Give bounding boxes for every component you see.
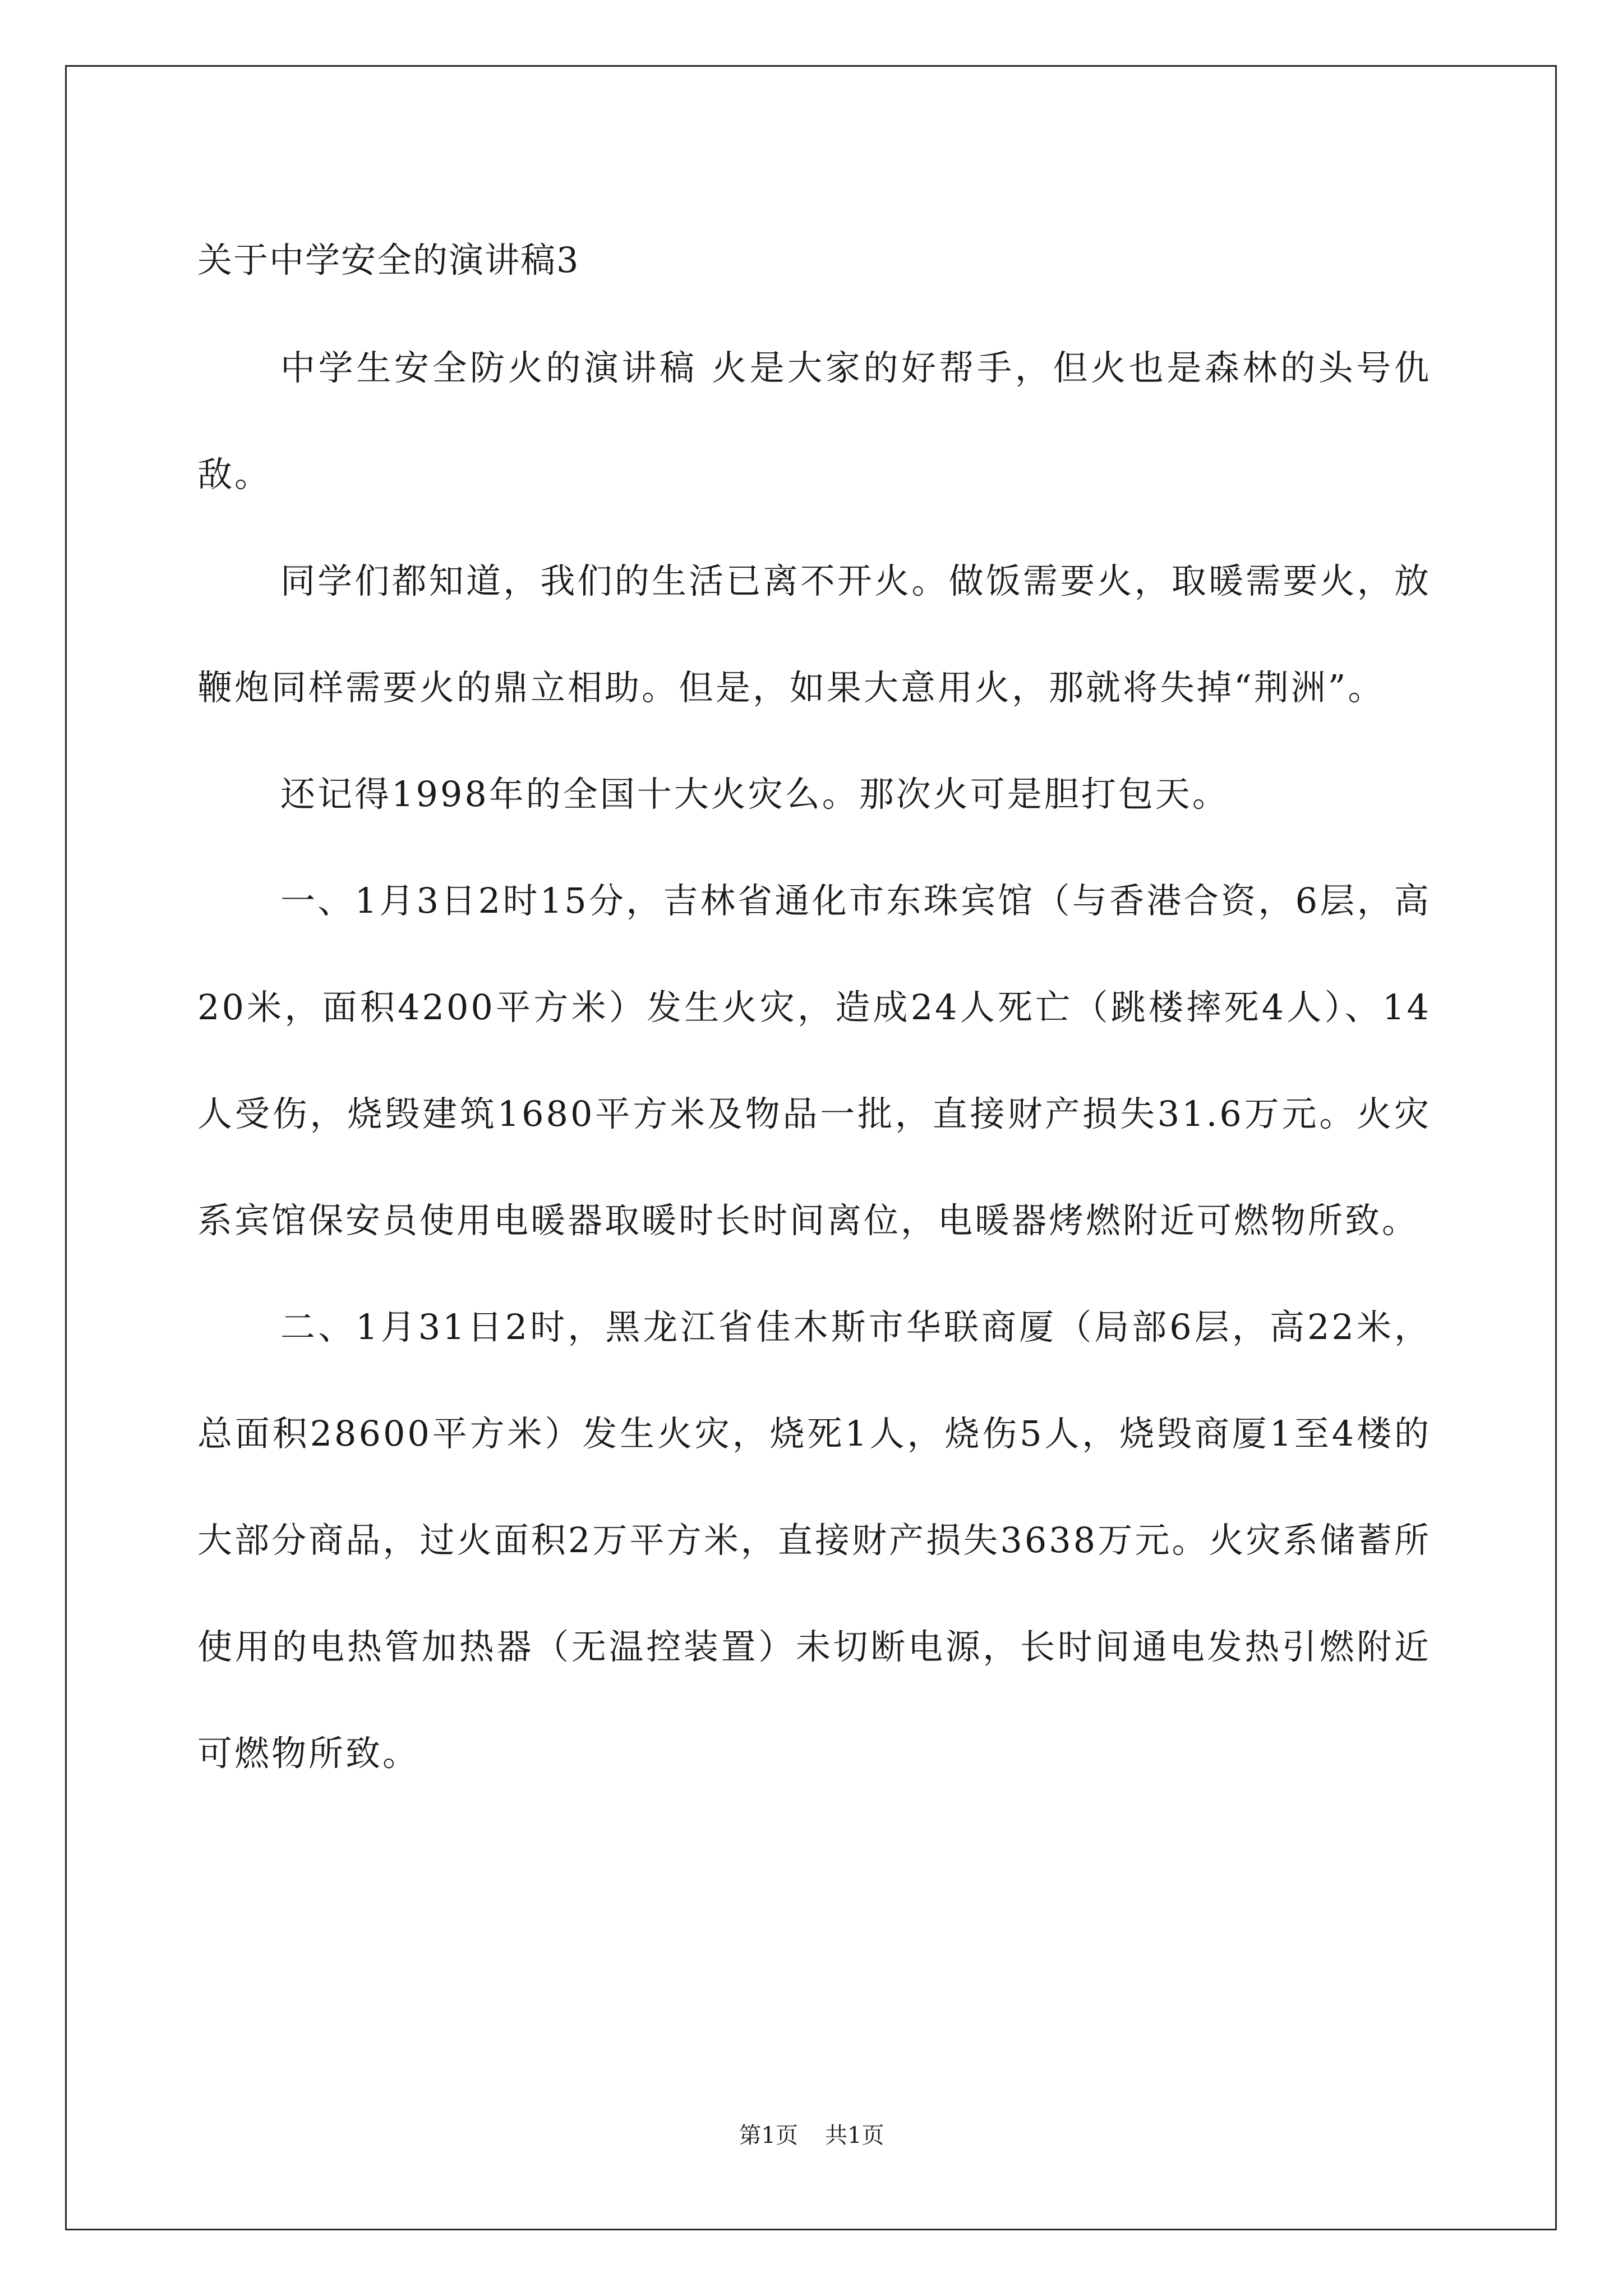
document-body [197,222,1431,1807]
paragraph-fire-usage: 同学们都知道，我们的生活已离不开火。做饭需要火，取暖需要火，放鞭炮同样需要火的鼎立相助。但是，如果大意用火，那就将失掉“荆洲”。 [197,560,1431,708]
paragraph-case-one: 一、1月3日2时15分，吉林省通化市东珠宾馆（与香港合资，6层，高20米，面积4200平方米）发生火灾，造成24人死亡（跳楼摔死4人）、14人受伤，烧毁建筑1680平方米及物品一批，直接财产损失31.6万元。火灾系宾馆保安员使用电暖器取暖时长时间离位，电暖器烤燃附近可燃物所致。 [197,880,1431,1241]
paragraph-intro: 中学生安全防火的演讲稿 火是大家的好帮手，但火也是森林的头号仇敌。 [197,347,1431,495]
document-title: 关于中学安全的演讲稿3 [197,240,580,280]
page-footer [0,2122,1623,2150]
paragraph-1998-fires: 还记得1998年的全国十大火灾么。那次火可是胆打包天。 [280,774,1229,815]
page-number-total: 共1页 [825,2123,884,2148]
paragraph-case-two: 二、1月31日2时，黑龙江省佳木斯市华联商厦（局部6层，高22米，总面积28600平方米）发生火灾，烧死1人，烧伤5人，烧毁商厦1至4楼的大部分商品，过火面积2万平方米，直接财产损失3638万元。火灾系储蓄所使用的电热管加热器（无温控装置）未切断电源，长时间通电发热引燃附近可燃物所致。 [197,1306,1431,1774]
page-number-current: 第1页 [739,2123,798,2148]
